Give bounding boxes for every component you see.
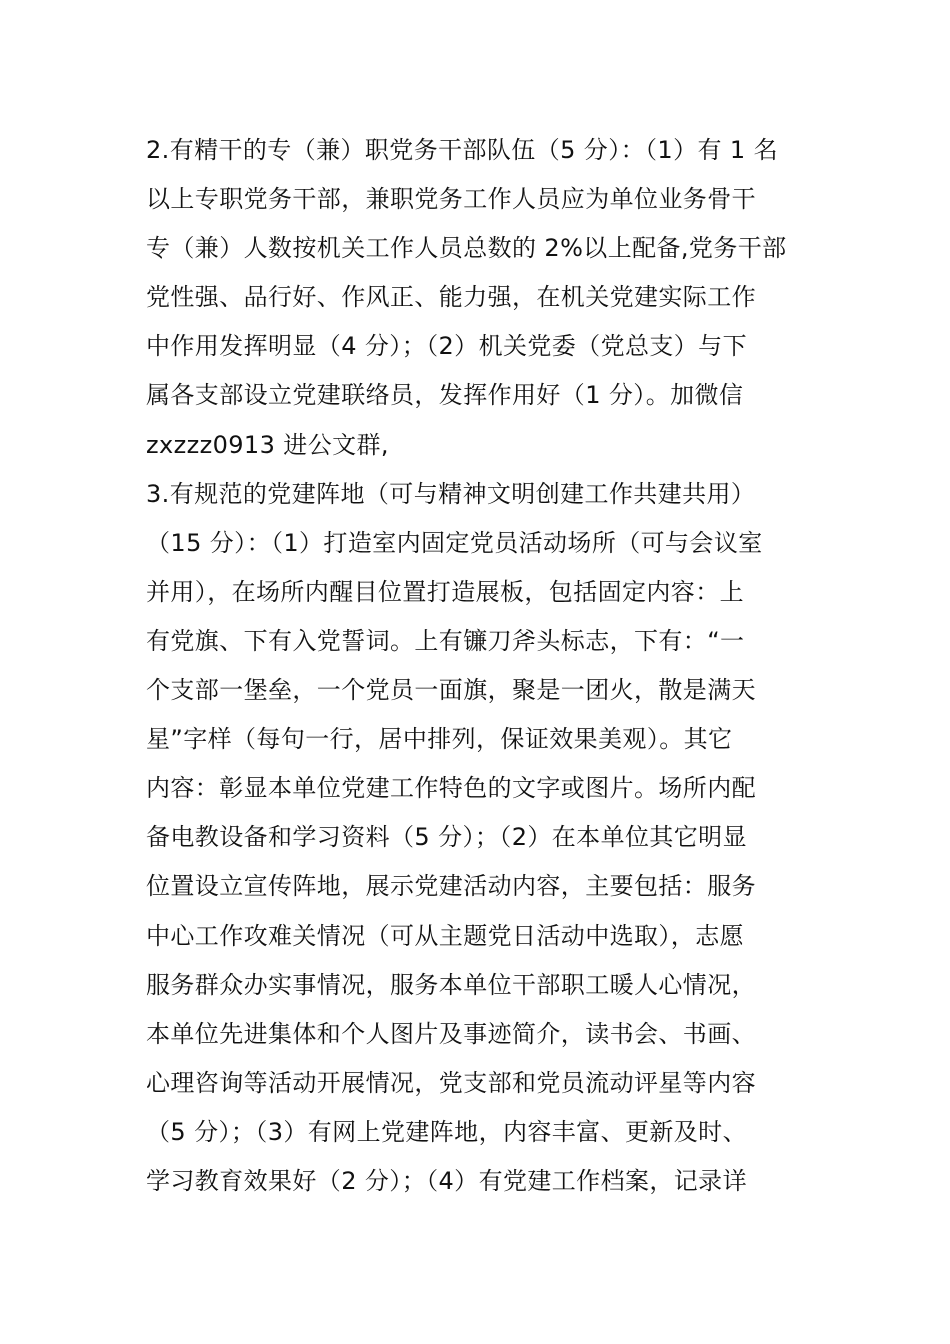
body-text-line: 中心工作攻难关情况（可从主题党日活动中选取），志愿	[146, 921, 744, 950]
body-text-line: 本单位先进集体和个人图片及事迹简介，读书会、书画、	[146, 1019, 756, 1048]
body-text-line: 3.有规范的党建阵地（可与精神文明创建工作共建共用）	[146, 479, 756, 508]
body-text-line: 专（兼）人数按机关工作人员总数的 2%以上配备,党务干部	[146, 234, 787, 263]
body-text-line: 党性强、品行好、作风正、能力强，在机关党建实际工作	[146, 283, 756, 312]
body-text-line: （5 分）；（3）有网上党建阵地，内容丰富、更新及时、	[146, 1117, 747, 1146]
body-text-line: 中作用发挥明显（4 分）；（2）机关党委（党总支）与下	[146, 332, 747, 361]
body-text-line: 以上专职党务干部，兼职党务工作人员应为单位业务骨干	[146, 185, 756, 214]
body-text-line: zxzzz0913 进公文群,	[146, 430, 389, 459]
body-text-line: 位置设立宣传阵地，展示党建活动内容，主要包括：服务	[146, 872, 756, 901]
document-body	[146, 126, 816, 1206]
body-text-line: 服务群众办实事情况，服务本单位干部职工暖人心情况，	[146, 970, 756, 999]
body-text-line: （15 分）：（1）打造室内固定党员活动场所（可与会议室	[146, 528, 763, 557]
body-text-line: 有党旗、下有入党誓词。上有镰刀斧头标志，下有：“一	[146, 626, 745, 655]
body-text-line: 属各支部设立党建联络员，发挥作用好（1 分）。加微信	[146, 381, 744, 410]
body-text-line: 2.有精干的专（兼）职党务干部队伍（5 分）：（1）有 1 名	[146, 136, 778, 164]
body-text-line: 备电教设备和学习资料（5 分）；（2）在本单位其它明显	[146, 823, 747, 852]
body-text-line: 内容：彰显本单位党建工作特色的文字或图片。场所内配	[146, 774, 756, 803]
body-text-line: 星”字样（每句一行，居中排列，保证效果美观）。其它	[146, 725, 733, 754]
body-text-line: 个支部一堡垒，一个党员一面旗，聚是一团火，散是满天	[146, 676, 756, 705]
body-text-line: 学习教育效果好（2 分）；（4）有党建工作档案，记录详	[146, 1166, 747, 1195]
body-text-line: 心理咨询等活动开展情况，党支部和党员流动评星等内容	[146, 1068, 756, 1097]
body-text-line: 并用），在场所内醒目位置打造展板，包括固定内容：上	[146, 577, 744, 606]
